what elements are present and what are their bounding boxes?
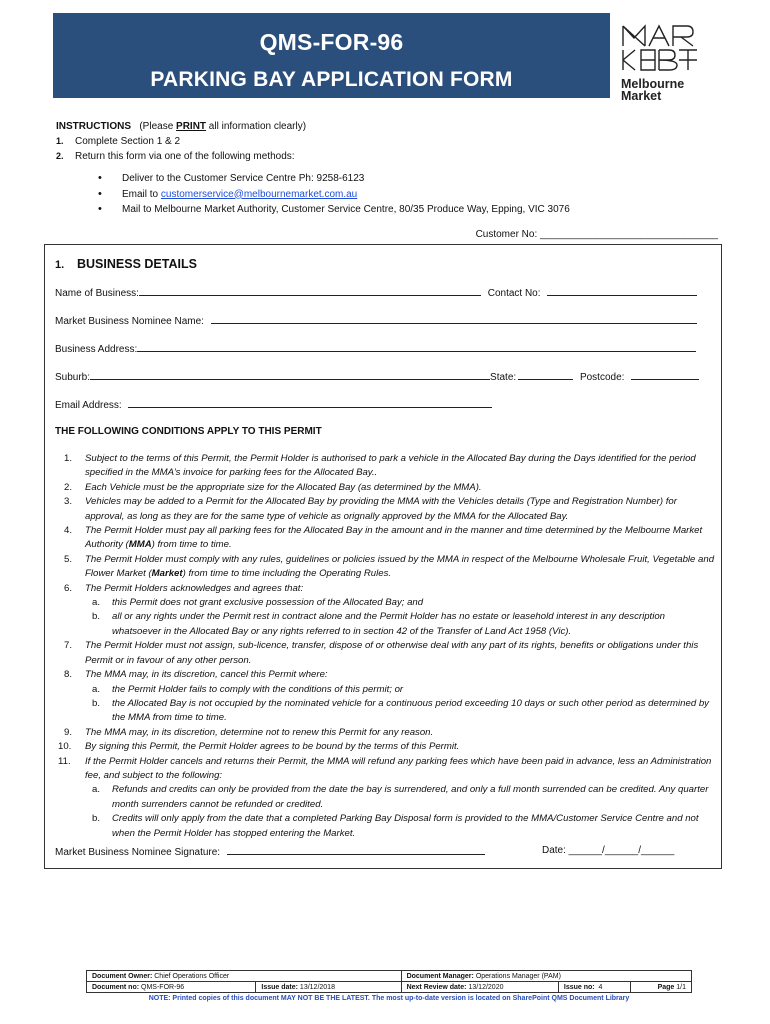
return-method-text: Email to [122, 188, 161, 200]
instruction-step [56, 149, 736, 164]
return-methods-list [94, 171, 736, 218]
step-text: Return this form via one of the following methods: [75, 151, 295, 162]
return-method-text: Mail to Melbourne Market Authority, Customer Service Centre, 80/35 Produce Way, Epping, VIC 3076 [122, 204, 570, 215]
condition-item: 5. The Permit Holder must comply with any rules, guidelines or policies issued by the MMA in respect of the Melbourne Wholesale Fruit, Vegetable and Flower Market (Market) from time to time including the Operating Rules. [64, 553, 715, 580]
condition-text: this Permit does not grant exclusive possession of the Allocated Bay; and [112, 597, 424, 609]
form-title: PARKING BAY APPLICATION FORM [150, 68, 513, 91]
melbourne-market-logo [621, 22, 701, 122]
signature-label: Market Business Nominee Signature: [55, 847, 221, 858]
condition-subitem: a. this Permit does not grant exclusive possession of the Allocated Bay; and [92, 597, 424, 609]
date-field[interactable]: Date: ______/______/______ [542, 845, 675, 856]
condition-item: 11. If the Permit Holder cancels and returns their Permit, the MMA will refund any parking fees which have been paid in advance, less an Administration fee, and subject to the following: [58, 755, 712, 781]
header-banner [53, 13, 610, 98]
page-value: 1/1 [676, 983, 686, 991]
suburb-field[interactable] [90, 370, 490, 380]
business-address-label: Business Address: [55, 344, 138, 355]
condition-subitem: b. all or any rights under the Permit rest in contract alone and the Permit Holder has no estate or leasehold interest in any description whatsoever in the Allocated Bay or any rights referred to in section 42 of the Transfer of Land Act 1958 (Vic). [92, 611, 666, 637]
condition-subitem: b. the Allocated Bay is not occupied by the nominated vehicle for a continuous period exceeding 10 days or such other period as determined by the MMA from time to time. [92, 697, 709, 724]
section-title-text: BUSINESS DETAILS [77, 257, 197, 271]
document-manager-cell [401, 971, 691, 982]
signature-row [55, 845, 485, 858]
contact-no-field[interactable] [547, 286, 697, 296]
condition-text: Subject to the terms of this Permit, the Permit Holder is authorised to park a vehicle in the Allocated Bay during the Days identified for the period specified in the MMA’s invoice for parking fees for the Allocated Bay.. [85, 453, 696, 479]
review-label: Next Review date: [406, 983, 467, 991]
business-details-section [44, 244, 722, 869]
condition-item: 4. The Permit Holder must pay all parking fees for the Allocated Bay in the amount and in the manner and time determined by the Melbourne Market Authority (MMA) from time to time. [64, 525, 703, 551]
condition-text: If the Permit Holder cancels and returns their Permit, the MMA will refund any parking fees which have been paid in advance, less an Administration fee, and subject to the following: [85, 755, 712, 781]
condition-subitem: b. Credits will only apply from the date that a completed Parking Bay Disposal form is provided to the MMA/Customer Service Centre and not when the Permit Holder has stopped entering the Market. [92, 813, 699, 839]
postcode-label: Postcode: [579, 372, 625, 383]
docno-value: QMS-FOR-96 [141, 983, 185, 991]
email-address-row [55, 398, 492, 411]
condition-item: 1. Subject to the terms of this Permit, the Permit Holder is authorised to park a vehicle in the Allocated Bay during the Days identified for the period specified in the MMA’s invoice for parking fees for the Allocated Bay.. [64, 453, 696, 479]
docno-label: Document no: [92, 983, 140, 991]
instructions-note-print: PRINT [176, 121, 207, 132]
logo-text-melbourne: Melbourne [621, 77, 685, 91]
instructions-note-pre: (Please [139, 121, 177, 132]
signature-field[interactable] [227, 845, 485, 855]
review-value: 13/12/2020 [468, 983, 504, 991]
condition-text: The Permit Holder must not assign, sub-licence, transfer, dispose of or otherwise deal with any part of its rights, benefits or obligations under this Permit or in favour of any other person. [85, 640, 699, 666]
condition-text: Refunds and credits can only be provided from the date the bay is surrendered, and only a full month surrended can be credited. Any quarter month surrenders cannot be refunded or credited. [112, 784, 709, 810]
issue-no-cell [558, 982, 631, 993]
manager-value: Operations Manager (PAM) [475, 972, 561, 980]
condition-text: The Permit Holder must comply with any rules, guidelines or policies issued by the MMA in respect of the Melbourne Wholesale Fruit, Vegetable and Flower Market ( [85, 553, 715, 580]
condition-text: the Allocated Bay is not occupied by the nominated vehicle for a continuous period exceeding 10 days or such other period as determined by the MMA from time to time. [112, 697, 709, 724]
condition-bold-term: Market [151, 568, 183, 580]
document-control-table [86, 970, 692, 993]
business-address-row [55, 342, 696, 355]
instructions-heading [56, 119, 736, 134]
nominee-name-field[interactable] [211, 314, 697, 324]
condition-item: 6. The Permit Holders acknowledges and agrees that: [64, 582, 304, 594]
suburb-label: Suburb: [55, 372, 91, 383]
manager-label: Document Manager: [406, 972, 474, 980]
section-number: 1. [55, 259, 65, 271]
owner-label: Document Owner: [92, 972, 153, 980]
step-text: Complete Section 1 & 2 [75, 136, 181, 147]
conditions-heading: THE FOLLOWING CONDITIONS APPLY TO THIS PERMIT [55, 426, 322, 437]
condition-text: all or any rights under the Permit rest in contract alone and the Permit Holder has no estate or leasehold interest in any description whatsoever in the Allocated Bay or any rights referred to in section 42 of the Transfer of Land Act 1958 (Vic). [112, 611, 666, 637]
state-label: State: [490, 372, 517, 383]
section-title [55, 257, 197, 271]
footer-note: NOTE: Printed copies of this document MAY NOT BE THE LATEST. The most up-to-date version is located on SharePoint QMS Document Library [148, 995, 630, 1002]
condition-text: The Permit Holder must pay all parking fees for the Allocated Bay in the amount and in the manner and time determined by the Melbourne Market Authority ( [85, 525, 703, 551]
return-method-item [94, 171, 736, 187]
condition-subitem: a. the Permit Holder fails to comply with the conditions of this permit; or [92, 683, 404, 695]
condition-text: ) from time to time including the Operating Rules. [182, 568, 392, 580]
issue-date-value: 13/12/2018 [299, 983, 335, 991]
condition-item: 2. Each Vehicle must be the appropriate size for the Allocated Bay (as determined by the MMA). [64, 481, 482, 493]
state-field[interactable] [518, 370, 573, 380]
return-method-item [94, 202, 736, 218]
suburb-row [55, 370, 699, 383]
instructions-block [56, 119, 736, 218]
condition-item: 9. The MMA may, in its discretion, determine not to renew this Permit for any reason. [64, 726, 434, 738]
document-footer [86, 970, 692, 1002]
condition-subitem: a. Refunds and credits can only be provided from the date the bay is surrendered, and only a full month surrended can be credited. Any quarter month surrenders cannot be refunded or credited. [92, 784, 709, 810]
instructions-note-post: all information clearly) [206, 121, 307, 132]
issue-date-label: Issue date: [261, 983, 298, 991]
issue-date-cell [256, 982, 401, 993]
customer-number-field[interactable]: Customer No: ________________________________ [475, 229, 718, 240]
instruction-step [56, 134, 736, 149]
condition-text: ) from time to time. [151, 539, 232, 551]
form-code: QMS-FOR-96 [259, 29, 404, 55]
logo-text-market: Market [621, 89, 662, 103]
condition-text: Credits will only apply from the date that a completed Parking Bay Disposal form is provided to the MMA/Customer Service Centre and not when the Permit Holder has stopped entering the Market. [112, 813, 699, 839]
owner-value: Chief Operations Officer [154, 972, 230, 980]
next-review-cell [401, 982, 558, 993]
name-of-business-label: Name of Business: [55, 288, 139, 299]
page-label: Page [657, 983, 675, 991]
condition-item: 10. By signing this Permit, the Permit Holder agrees to be bound by the terms of this Permit. [58, 741, 460, 753]
return-method-text: Deliver to the Customer Service Centre Ph: 9258-6123 [122, 173, 365, 184]
nominee-name-label: Market Business Nominee Name: [55, 316, 204, 327]
condition-item: 7. The Permit Holder must not assign, sub-licence, transfer, dispose of or otherwise deal with any part of its rights, benefits or obligations under this Permit or in favour of any other person. [64, 640, 699, 666]
page-cell [631, 982, 692, 993]
name-of-business-row [55, 286, 697, 299]
email-address-label: Email Address: [55, 400, 122, 411]
condition-text: The MMA may, in its discretion, cancel this Permit where: [85, 669, 328, 681]
condition-text: Each Vehicle must be the appropriate size for the Allocated Bay (as determined by the MMA). [85, 481, 482, 493]
email-link[interactable]: customerservice@melbournemarket.com.au [160, 188, 358, 200]
issue-no-label: Issue no: [563, 983, 595, 991]
business-address-field[interactable] [137, 342, 696, 352]
issue-no-value: 4 [598, 983, 603, 991]
step-number: 1. [56, 136, 64, 146]
postcode-field[interactable] [631, 370, 699, 380]
condition-text: the Permit Holder fails to comply with the conditions of this permit; or [112, 683, 404, 695]
conditions-list [55, 452, 715, 841]
return-method-item [94, 187, 736, 203]
condition-text: The MMA may, in its discretion, determine not to renew this Permit for any reason. [85, 726, 434, 738]
condition-text: Vehicles may be added to a Permit for the Allocated Bay by providing the MMA with the Vehicles details (Type and Registration Number) for approval, as long as they are for the same type of vehicle as orignally approved by the MMA for the Allocated Bay. [85, 496, 677, 522]
condition-bold-term: MMA [128, 539, 152, 551]
instructions-label: INSTRUCTIONS [56, 121, 131, 132]
email-address-field[interactable] [128, 398, 492, 408]
step-number: 2. [56, 151, 64, 161]
document-no-cell [87, 982, 256, 993]
name-of-business-field[interactable] [139, 286, 481, 296]
nominee-name-row [55, 314, 697, 327]
condition-text: The Permit Holders acknowledges and agrees that: [85, 582, 304, 594]
condition-item: 8. The MMA may, in its discretion, cancel this Permit where: [64, 669, 328, 681]
condition-text: By signing this Permit, the Permit Holder agrees to be bound by the terms of this Permit. [85, 741, 460, 753]
contact-no-label: Contact No: [487, 288, 541, 299]
document-owner-cell [87, 971, 402, 982]
condition-item: 3. Vehicles may be added to a Permit for the Allocated Bay by providing the MMA with the Vehicles details (Type and Registration Number) for approval, as long as they are for the same type of vehicle as orignally approved by the MMA for the Allocated Bay. [64, 496, 677, 522]
logo-mark-icon [621, 22, 699, 74]
